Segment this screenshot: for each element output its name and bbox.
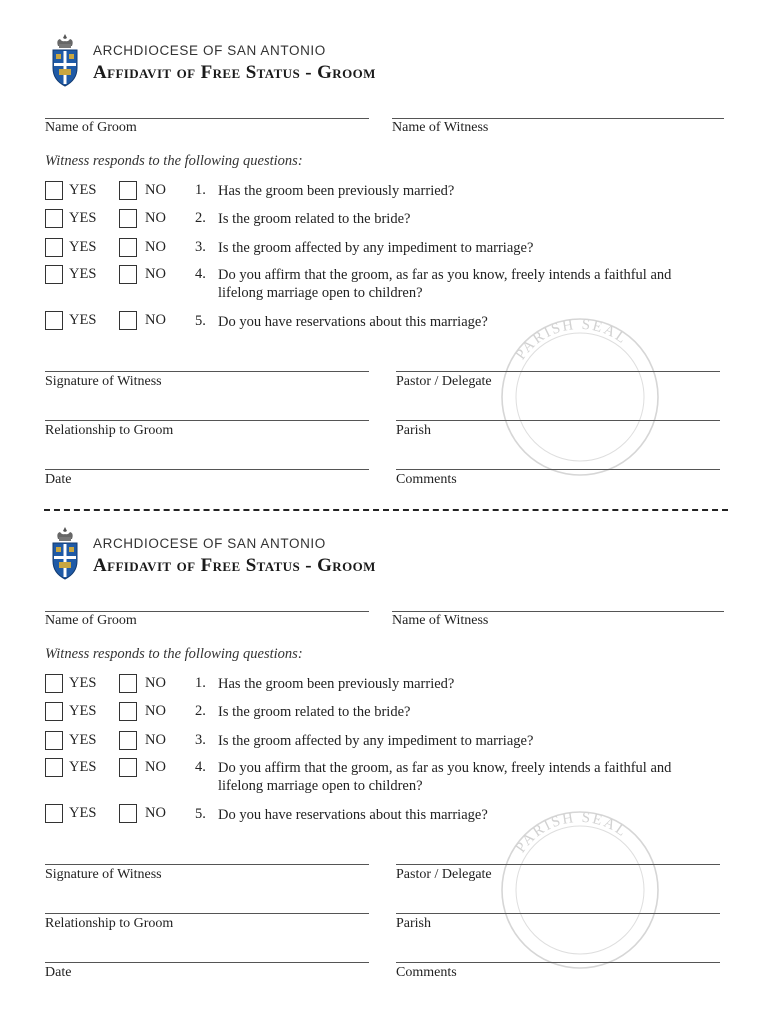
- no-label: NO: [145, 675, 166, 691]
- comments-label: Comments: [396, 472, 457, 487]
- question-text: Do you have reservations about this marriage?: [218, 314, 488, 330]
- date-label: Date: [45, 472, 72, 487]
- relationship-to-groom-label: Relationship to Groom: [45, 423, 174, 438]
- no-label: NO: [145, 266, 166, 282]
- yes-label: YES: [69, 266, 97, 282]
- name-of-witness-label: Name of Witness: [392, 613, 489, 628]
- seal-text: PARISH SEAL: [512, 316, 631, 363]
- witness-signature-line[interactable]: [45, 371, 369, 372]
- question-text: Do you affirm that the groom, as far as you know, freely intends a faithful and lifelong marriage open to children?: [218, 267, 672, 301]
- parish-label: Parish: [396, 916, 431, 931]
- organization-name: ARCHDIOCESE OF SAN ANTONIO: [93, 536, 326, 551]
- question-number: 1.: [195, 675, 206, 691]
- comments-line[interactable]: [396, 469, 720, 470]
- yes-checkbox[interactable]: [45, 804, 63, 823]
- parish-label: Parish: [396, 423, 431, 438]
- question-number: 4.: [195, 266, 206, 282]
- archdiocese-crest-icon: [50, 525, 80, 581]
- yes-label: YES: [69, 312, 97, 328]
- name-of-groom-label: Name of Groom: [45, 120, 137, 135]
- no-checkbox[interactable]: [119, 311, 137, 330]
- instructions-text: Witness responds to the following questions:: [45, 153, 303, 169]
- comments-line[interactable]: [396, 962, 720, 963]
- question-number: 5.: [195, 806, 206, 822]
- yes-checkbox[interactable]: [45, 265, 63, 284]
- yes-label: YES: [69, 805, 97, 821]
- no-checkbox[interactable]: [119, 758, 137, 777]
- affidavit-form-copy-2: [0, 493, 770, 986]
- pastor-delegate-line[interactable]: [396, 371, 720, 372]
- question-text: Is the groom related to the bride?: [218, 211, 411, 227]
- no-label: NO: [145, 703, 166, 719]
- no-label: NO: [145, 312, 166, 328]
- question-text: Has the groom been previously married?: [218, 183, 455, 199]
- no-label: NO: [145, 759, 166, 775]
- relationship-to-groom-label: Relationship to Groom: [45, 916, 174, 931]
- form-title: Affidavit of Free Status - Groom: [93, 62, 376, 83]
- pastor-delegate-line[interactable]: [396, 864, 720, 865]
- yes-checkbox[interactable]: [45, 758, 63, 777]
- question-number: 2.: [195, 210, 206, 226]
- yes-checkbox[interactable]: [45, 181, 63, 200]
- witness-signature-line[interactable]: [45, 864, 369, 865]
- yes-label: YES: [69, 182, 97, 198]
- yes-label: YES: [69, 239, 97, 255]
- yes-label: YES: [69, 703, 97, 719]
- question-text: Do you affirm that the groom, as far as you know, freely intends a faithful and lifelong marriage open to children?: [218, 760, 672, 794]
- affidavit-form-copy-1: [0, 0, 770, 493]
- no-checkbox[interactable]: [119, 674, 137, 693]
- organization-name: ARCHDIOCESE OF SAN ANTONIO: [93, 43, 326, 58]
- archdiocese-crest-icon: [50, 32, 80, 88]
- no-checkbox[interactable]: [119, 702, 137, 721]
- no-checkbox[interactable]: [119, 238, 137, 257]
- yes-checkbox[interactable]: [45, 209, 63, 228]
- question-text: Is the groom affected by any impediment to marriage?: [218, 733, 534, 749]
- witness-name-line[interactable]: [392, 118, 724, 119]
- date-line[interactable]: [45, 469, 369, 470]
- name-of-groom-label: Name of Groom: [45, 613, 137, 628]
- no-label: NO: [145, 210, 166, 226]
- question-number: 3.: [195, 732, 206, 748]
- yes-checkbox[interactable]: [45, 731, 63, 750]
- date-label: Date: [45, 965, 72, 980]
- question-number: 1.: [195, 182, 206, 198]
- question-text: Has the groom been previously married?: [218, 676, 455, 692]
- signature-of-witness-label: Signature of Witness: [45, 867, 162, 882]
- no-checkbox[interactable]: [119, 804, 137, 823]
- no-checkbox[interactable]: [119, 181, 137, 200]
- parish-line[interactable]: [396, 913, 720, 914]
- pastor-delegate-label: Pastor / Delegate: [396, 867, 492, 882]
- relationship-line[interactable]: [45, 913, 369, 914]
- question-text: Do you have reservations about this marriage?: [218, 807, 488, 823]
- form-title: Affidavit of Free Status - Groom: [93, 555, 376, 576]
- signature-of-witness-label: Signature of Witness: [45, 374, 162, 389]
- pastor-delegate-label: Pastor / Delegate: [396, 374, 492, 389]
- no-label: NO: [145, 182, 166, 198]
- no-label: NO: [145, 805, 166, 821]
- comments-label: Comments: [396, 965, 457, 980]
- date-line[interactable]: [45, 962, 369, 963]
- parish-seal-watermark: [490, 305, 670, 485]
- groom-name-line[interactable]: [45, 611, 369, 612]
- question-number: 4.: [195, 759, 206, 775]
- yes-label: YES: [69, 210, 97, 226]
- question-number: 2.: [195, 703, 206, 719]
- instructions-text: Witness responds to the following questions:: [45, 646, 303, 662]
- question-number: 3.: [195, 239, 206, 255]
- no-label: NO: [145, 732, 166, 748]
- question-text: Is the groom related to the bride?: [218, 704, 411, 720]
- yes-checkbox[interactable]: [45, 702, 63, 721]
- groom-name-line[interactable]: [45, 118, 369, 119]
- witness-name-line[interactable]: [392, 611, 724, 612]
- seal-text: PARISH SEAL: [512, 809, 631, 856]
- question-number: 5.: [195, 313, 206, 329]
- parish-line[interactable]: [396, 420, 720, 421]
- no-checkbox[interactable]: [119, 209, 137, 228]
- yes-checkbox[interactable]: [45, 674, 63, 693]
- yes-label: YES: [69, 759, 97, 775]
- no-label: NO: [145, 239, 166, 255]
- parish-seal-watermark: [490, 798, 670, 978]
- relationship-line[interactable]: [45, 420, 369, 421]
- yes-checkbox[interactable]: [45, 238, 63, 257]
- yes-label: YES: [69, 732, 97, 748]
- question-text: Is the groom affected by any impediment to marriage?: [218, 240, 534, 256]
- no-checkbox[interactable]: [119, 265, 137, 284]
- name-of-witness-label: Name of Witness: [392, 120, 489, 135]
- no-checkbox[interactable]: [119, 731, 137, 750]
- yes-checkbox[interactable]: [45, 311, 63, 330]
- yes-label: YES: [69, 675, 97, 691]
